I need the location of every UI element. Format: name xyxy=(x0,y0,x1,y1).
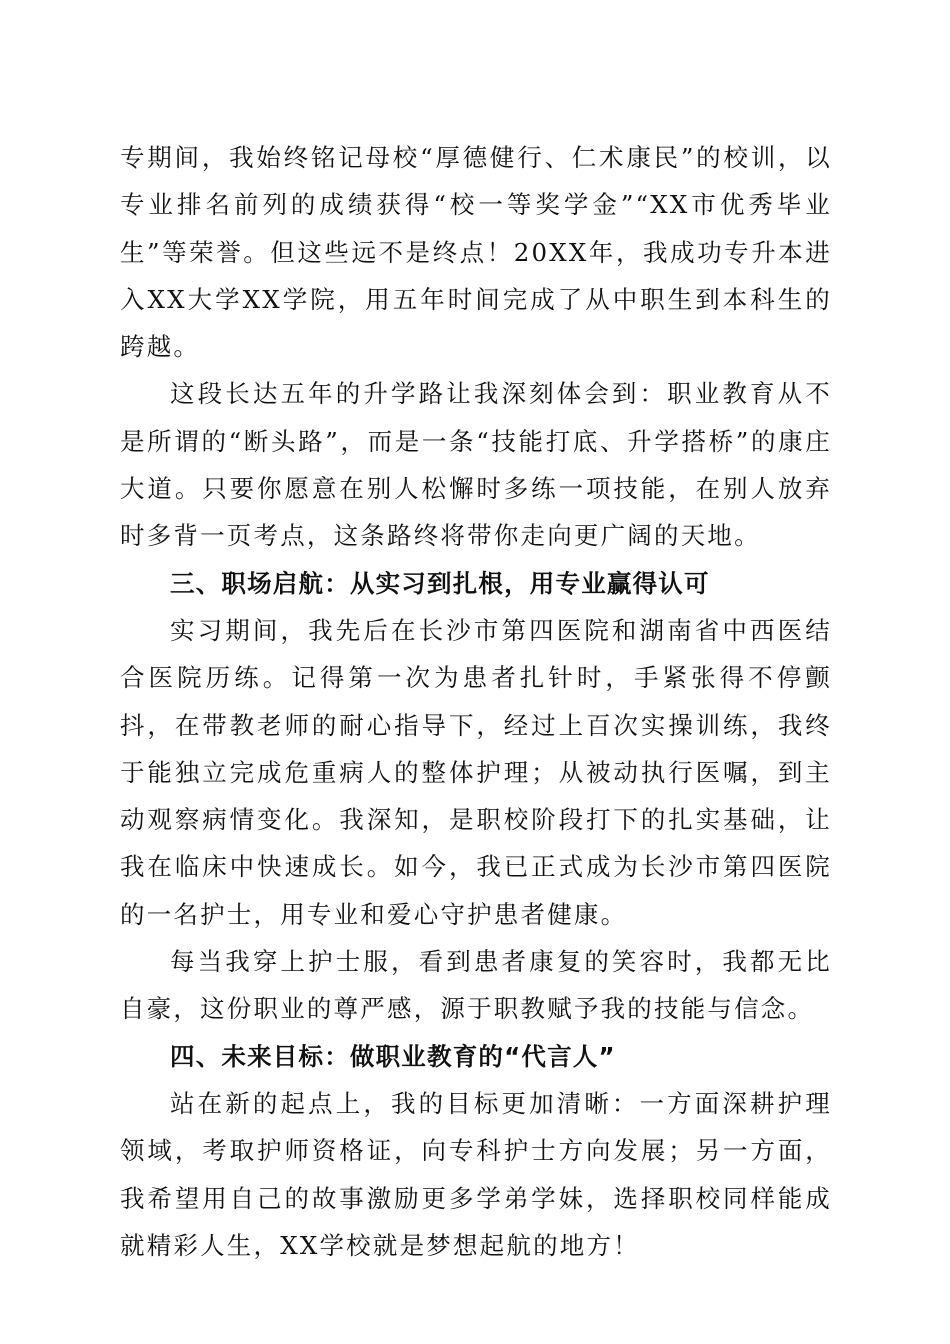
paragraph-pride: 每当我穿上护士服，看到患者康复的笑容时，我都无比自豪，这份职业的尊严感，源于职教赋予我的技能与信念。 xyxy=(120,947,832,1024)
paragraph-reflection: 这段长达五年的升学路让我深刻体会到：职业教育从不是所谓的“断头路”，而是一条“技能打底、升学搭桥”的康庄大道。只要你愿意在别人松懈时多练一项技能，在别人放弃时多背一页考点，这条路终将带你走向更广阔的天地。 xyxy=(120,379,832,551)
document-page xyxy=(120,134,832,1269)
paragraph-internship: 实习期间，我先后在长沙市第四医院和湖南省中西医结合医院历练。记得第一次为患者扎针时，手紧张得不停颤抖，在带教老师的耐心指导下，经过上百次实操训练，我终于能独立完成危重病人的整体护理；从被动执行医嘱，到主动观察病情变化。我深知，是职校阶段打下的扎实基础，让我在临床中快速成长。如今，我已正式成为长沙市第四医院的一名护士，用专业和爱心守护患者健康。 xyxy=(120,615,832,929)
section-heading-future: 四、未来目标：做职业教育的“代言人” xyxy=(170,1041,616,1071)
section-heading-career: 三、职场启航：从实习到扎根，用专业赢得认可 xyxy=(170,568,710,598)
paragraph-continuation: 专期间，我始终铭记母校“厚德健行、仁术康民”的校训，以专业排名前列的成绩获得“校一等奖学金”“XX市优秀毕业生”等荣誉。但这些远不是终点！20XX年，我成功专升本进入XX大学XX学院，用五年时间完成了从中职生到本科生的跨越。 xyxy=(120,143,832,362)
paragraph-future-goals: 站在新的起点上，我的目标更加清晰：一方面深耕护理领域，考取护师资格证，向专科护士方向发展；另一方面，我希望用自己的故事激励更多学弟学妹，选择职校同样能成就精彩人生，XX学校就是梦想起航的地方！ xyxy=(120,1088,832,1260)
